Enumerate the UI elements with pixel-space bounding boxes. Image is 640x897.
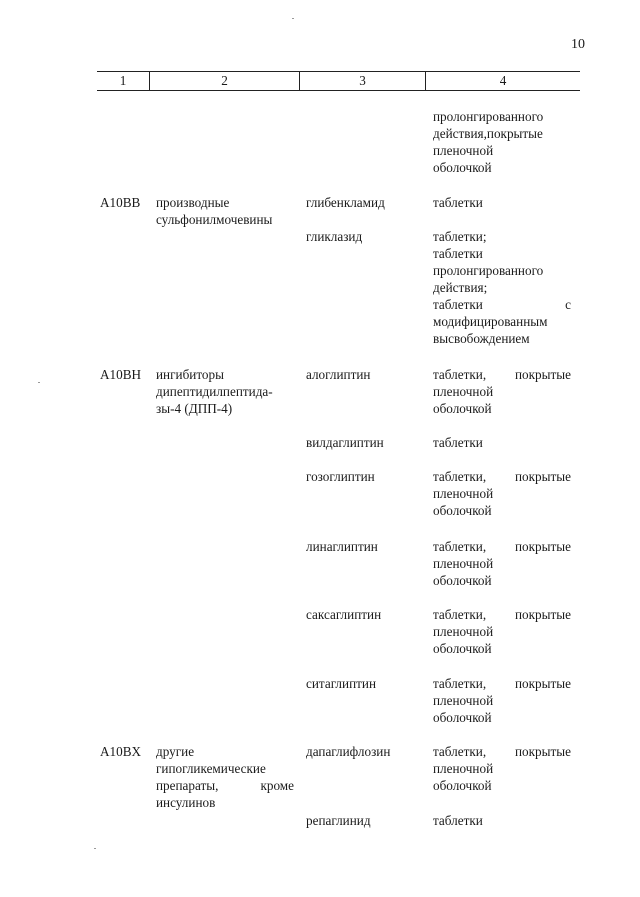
form-line: модифицированным (433, 314, 548, 329)
form-line: таблетки, покрытые (433, 539, 571, 554)
form-line: таблетки (433, 813, 483, 828)
drug-name: репаглинид (306, 813, 371, 828)
form-line: таблетки, покрытые (433, 607, 571, 622)
form-line: оболочкой (433, 573, 492, 588)
group-name-line: препараты, кроме (156, 778, 294, 793)
drug-name: алоглиптин (306, 367, 371, 382)
form-line: пленочной (433, 624, 494, 639)
form-line: таблетки (433, 435, 483, 450)
drug-form (433, 434, 571, 451)
drug-name: саксаглиптин (306, 607, 382, 622)
form-line: высвобождением (433, 331, 530, 346)
table-header-row (97, 71, 580, 91)
scan-speck (38, 382, 40, 383)
header-col-3: 3 (299, 72, 425, 90)
form-line: таблетки; (433, 229, 487, 244)
form-line: пленочной (433, 693, 494, 708)
form-line: пленочной (433, 143, 494, 158)
group-code: A10BX (100, 744, 142, 759)
drug-form (433, 606, 571, 657)
form-line: пленочной (433, 486, 494, 501)
form-line: пленочной (433, 556, 494, 571)
drug-form (433, 812, 571, 829)
form-line: пролонгированного (433, 109, 544, 124)
group-name-line: инсулинов (156, 795, 216, 810)
header-col-1: 1 (119, 73, 127, 88)
group-name-line: производные (156, 195, 230, 210)
group-code: A10BB (100, 195, 141, 210)
form-line: таблетки (433, 246, 483, 261)
form-line: таблетки (433, 195, 483, 210)
continuation-form (433, 108, 571, 176)
header-col-4: 4 (425, 72, 580, 90)
drug-name: гозоглиптин (306, 469, 375, 484)
form-line: пленочной (433, 384, 494, 399)
drug-form (433, 743, 571, 794)
form-line: пролонгированного (433, 263, 544, 278)
form-line: пленочной (433, 761, 494, 776)
group-name-line: дипептидилпептида- (156, 384, 273, 399)
form-line: таблетки с (433, 297, 571, 312)
drug-form (433, 194, 571, 211)
group-name-line: ингибиторы (156, 367, 224, 382)
drug-name: вилдаглиптин (306, 435, 384, 450)
drug-name: глибенкламид (306, 195, 385, 210)
form-line: таблетки, покрытые (433, 469, 571, 484)
group-name (156, 743, 294, 811)
form-line: оболочкой (433, 503, 492, 518)
form-line: оболочкой (433, 710, 492, 725)
header-col-2: 2 (149, 72, 299, 90)
group-name (156, 194, 272, 228)
form-line: таблетки, покрытые (433, 367, 571, 382)
drug-name: линаглиптин (306, 539, 378, 554)
drug-name: ситаглиптин (306, 676, 377, 691)
group-name-line: сульфонилмочевины (156, 212, 273, 227)
group-code: A10BH (100, 367, 142, 382)
form-line: действия,покрытые (433, 126, 543, 141)
group-name (156, 366, 273, 417)
drug-name: дапаглифлозин (306, 744, 391, 759)
scan-speck (94, 848, 96, 849)
drug-form (433, 366, 571, 417)
form-line: таблетки, покрытые (433, 744, 571, 759)
drug-name: гликлазид (306, 229, 363, 244)
form-line: оболочкой (433, 641, 492, 656)
group-name-line: зы-4 (ДПП-4) (156, 401, 233, 416)
scan-speck (292, 18, 294, 19)
drug-form (433, 468, 571, 519)
form-line: действия; (433, 280, 488, 295)
drug-form (433, 675, 571, 726)
page-number: 10 (571, 37, 585, 52)
group-name-line: другие (156, 744, 195, 759)
form-line: таблетки, покрытые (433, 676, 571, 691)
drug-form (433, 228, 571, 347)
drug-form (433, 538, 571, 589)
form-line: оболочкой (433, 401, 492, 416)
group-name-line: гипогликемические (156, 761, 266, 776)
form-line: оболочкой (433, 778, 492, 793)
form-line: оболочкой (433, 160, 492, 175)
